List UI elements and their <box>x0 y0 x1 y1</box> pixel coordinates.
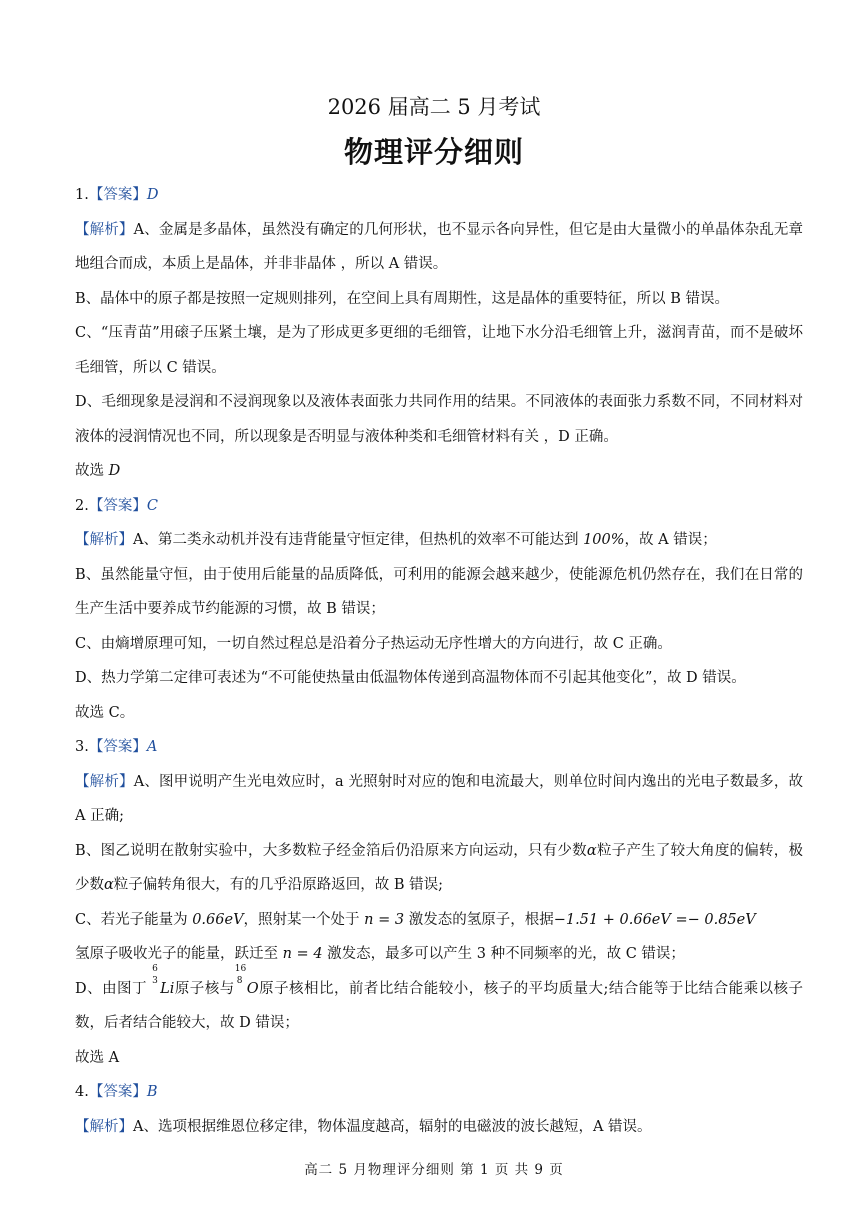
q1-answer-line <box>75 178 803 213</box>
alpha-symbol: α <box>104 877 114 893</box>
q1-analysis-a <box>75 213 803 282</box>
page-footer: 高二 5 月物理评分细则 第 1 页 共 9 页 <box>304 1162 564 1178</box>
q4-option-a-text: A、选项根据维恩位移定律，物体温度越高，辐射的电磁波的波长越短，A 错误。 <box>133 1118 652 1135</box>
q2-analysis-tag: 【解析】 <box>75 532 133 548</box>
q3-option-d-pre: D、由图丁 <box>75 980 153 997</box>
oxygen-mass-number: 16 <box>234 963 247 974</box>
oxygen-atomic-number: 8 <box>236 975 243 986</box>
q1-analysis-b: B、晶体中的原子都是按照一定规则排列，在空间上具有周期性，这是晶体的重要特征，所以 B 错误。 <box>75 290 730 307</box>
q3-option-c-line2-post: 激发态，最多可以产生 3 种不同频率的光，故 C 错误； <box>322 946 685 962</box>
q2-analysis-b: B、虽然能量守恒，由于使用后能量的品质降低，可利用的能源会越来越少，使能源危机仍然存在，我们在日常的生产生活中要养成节约能源的习惯，故 B 错误； <box>75 566 803 617</box>
q1-conclusion <box>75 454 803 489</box>
q4-number: 4. <box>75 1084 89 1100</box>
q3-option-b-pre: B、图乙说明在散射实验中，大多数粒子经金箔后仍沿原来方向运动，只有少数 <box>75 842 587 859</box>
q3-answer-line <box>75 730 803 765</box>
q1-answer: D <box>146 187 159 203</box>
exam-title: 2026 届高二 5 月考试 <box>327 95 541 119</box>
q1-analysis-tag: 【解析】 <box>75 221 134 238</box>
q1-conclusion-prefix: 故选 <box>75 463 109 479</box>
q3-option-c-mid2: 激发态的氢原子，根据 <box>404 911 554 928</box>
q3-option-c-line2-pre: 氢原子吸收光子的能量，跃迁至 <box>75 946 283 962</box>
q3-analysis-tag: 【解析】 <box>75 773 134 790</box>
q1-number: 1. <box>75 187 89 203</box>
oxygen-nuclide <box>234 963 247 1007</box>
q3-option-d-mid: 原子核与 <box>174 980 235 997</box>
q4-answer-tag: 【答案】 <box>88 1084 147 1100</box>
q1-answer-tag: 【答案】 <box>88 187 147 203</box>
energy-level-n3: n = 3 <box>364 911 405 928</box>
document-title: 物理评分细则 <box>343 135 524 169</box>
q3-analysis-a <box>75 765 803 834</box>
q3-analysis-b <box>75 834 803 903</box>
lithium-symbol: Li <box>160 980 175 997</box>
answer-content <box>75 178 803 1144</box>
q2-answer-tag: 【答案】 <box>88 497 147 514</box>
q2-analysis-a <box>75 523 803 558</box>
q2-analysis-c: C、由熵增原理可知，一切自然过程总是沿着分子热运动无序性增大的方向进行，故 C 正确。 <box>75 635 672 652</box>
q2-answer: C <box>146 497 158 514</box>
q2-number: 2. <box>75 497 89 514</box>
q2-conclusion: 故选 C。 <box>75 704 135 721</box>
lithium-atomic-number: 3 <box>152 975 158 986</box>
q3-option-d-post: 原子核相比，前者比结合能较小，核子的平均质量大;结合能等于比结合能乘以核子数，后者结合能较大，故 D 错误； <box>75 980 804 1031</box>
q3-answer: A <box>146 739 158 755</box>
q4-answer-line <box>75 1075 803 1110</box>
q3-option-b-post: 粒子偏转角很大，有的几乎沿原路返回，故 B 错误; <box>113 877 444 893</box>
q1-conclusion-choice: D <box>108 463 121 479</box>
q2-efficiency-value: 100% <box>583 532 625 548</box>
energy-formula: −1.51 + 0.66eV =− 0.85eV <box>553 911 756 928</box>
q3-option-c-pre: C、若光子能量为 <box>75 911 193 928</box>
q4-answer: B <box>146 1084 158 1100</box>
q2-option-a-post: ，故 A 错误； <box>624 532 717 548</box>
photon-energy: 0.66eV <box>192 911 244 928</box>
q1-option-a-text: A、金属是多晶体，虽然没有确定的几何形状，也不显示各向异性，但它是由大量微小的单晶体杂乱无章地组合而成，本质上是晶体，并非非晶体 ，所以 A 错误。 <box>75 221 804 272</box>
q2-answer-line <box>75 489 803 524</box>
q3-option-b-mid: 粒子产生了较大角度的偏转，极少数 <box>75 842 804 893</box>
q3-number: 3. <box>75 739 89 755</box>
q4-analysis-a <box>75 1110 803 1145</box>
q3-analysis-d <box>75 963 804 1041</box>
lithium-mass-number: 6 <box>152 963 158 974</box>
q1-analysis-d: D、毛细现象是浸润和不浸润现象以及液体表面张力共同作用的结果。不同液体的表面张力系数不同，不同材料对液体的浸润情况也不同，所以现象是否明显与液体种类和毛细管材料有关 ，D 正确。 <box>75 394 803 445</box>
q3-conclusion: 故选 A <box>75 1049 120 1066</box>
q4-analysis-tag: 【解析】 <box>75 1118 133 1135</box>
q1-analysis-c: C、“压青苗”用磙子压紧土壤，是为了形成更多更细的毛细管，让地下水分沿毛细管上升，滋润青苗，而不是破坏毛细管，所以 C 错误。 <box>75 325 803 376</box>
q3-option-c-mid1: ，照射某一个处于 <box>243 911 365 928</box>
q3-answer-tag: 【答案】 <box>88 739 147 755</box>
q2-option-a-pre: A、第二类永动机并没有违背能量守恒定律，但热机的效率不可能达到 <box>133 532 584 548</box>
alpha-symbol: α <box>586 842 597 859</box>
energy-level-n4: n = 4 <box>282 946 323 962</box>
oxygen-symbol: O <box>246 980 259 997</box>
lithium-nuclide <box>152 963 160 1007</box>
q3-option-a-text: A、图甲说明产生光电效应时，a 光照射时对应的饱和电流最大，则单位时间内逸出的光电子数最多，故 A 正确; <box>75 773 803 824</box>
q2-analysis-d: D、热力学第二定律可表述为“不可能使热量由低温物体传递到高温物体而不引起其他变化”，故 D 错误。 <box>75 670 746 686</box>
q3-analysis-c <box>75 903 803 972</box>
